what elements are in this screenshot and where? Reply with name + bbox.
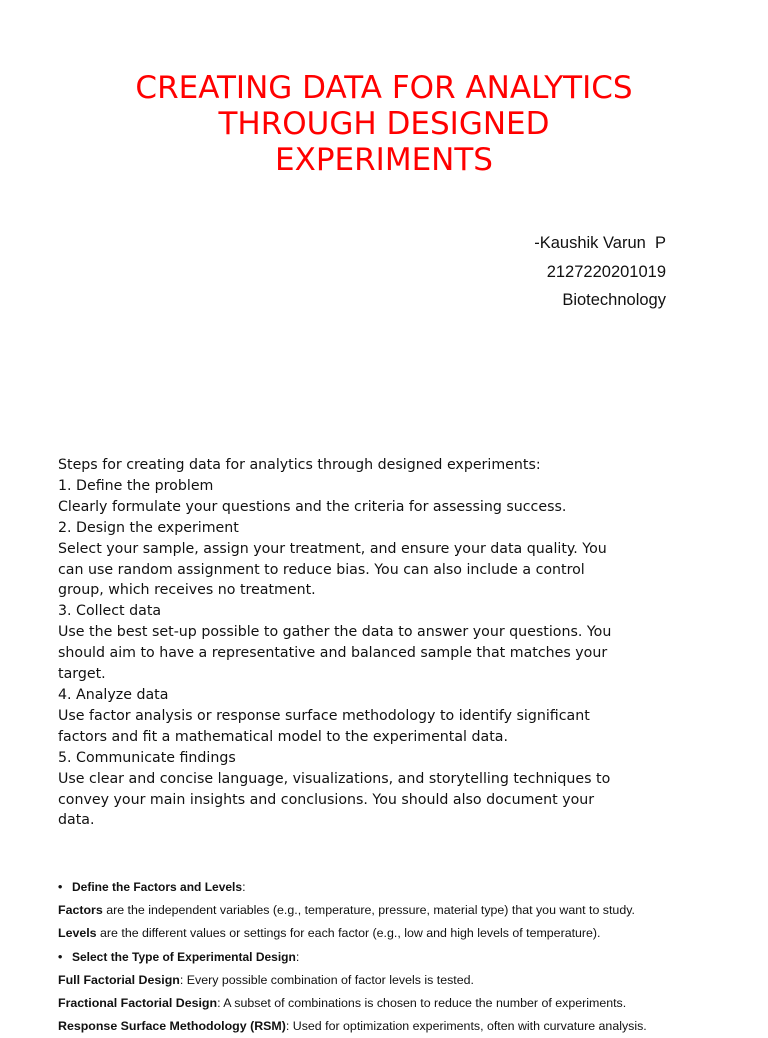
- definition-factors: [58, 899, 758, 922]
- definition-text: : Used for optimization experiments, often with curvature analysis.: [285, 1019, 647, 1034]
- definition-levels: [58, 922, 758, 945]
- bullet-icon: •: [58, 949, 63, 964]
- step-text: Use clear and concise language, visualizations, and storytelling techniques to: [58, 770, 611, 787]
- step-text: convey your main insights and conclusions. You should also document your: [58, 791, 595, 808]
- step-text: target.: [58, 666, 106, 683]
- title-line: THROUGH DESIGNED: [218, 106, 550, 142]
- bullet-icon: •: [58, 880, 63, 894]
- title-slide: [0, 0, 768, 440]
- step-text: factors and fit a mathematical model to the experimental data.: [58, 728, 508, 745]
- heading-colon: :: [295, 949, 300, 964]
- step-text: data.: [58, 812, 95, 829]
- title-line: EXPERIMENTS: [275, 142, 493, 178]
- step-heading: 5. Communicate findings: [58, 749, 236, 766]
- term-rsm: Response Surface Methodology (RSM): [58, 1019, 286, 1034]
- definition-fractional-factorial: [58, 992, 758, 1015]
- steps-section: [58, 455, 658, 831]
- step-text: Use factor analysis or response surface methodology to identify significant: [58, 707, 590, 724]
- document-title: [84, 70, 684, 178]
- steps-intro: Steps for creating data for analytics through designed experiments:: [58, 457, 541, 473]
- definition-text: : Every possible combination of factor levels is tested.: [179, 972, 474, 987]
- heading-colon: :: [242, 880, 246, 894]
- term-full-factorial: Full Factorial Design: [58, 972, 180, 987]
- step-text: Select your sample, assign your treatment, and ensure your data quality. You: [58, 540, 607, 557]
- step-text: Use the best set-up possible to gather the data to answer your questions. You: [58, 624, 612, 641]
- bullet-heading: Define the Factors and Levels: [72, 880, 243, 894]
- term-factors: Factors: [58, 903, 103, 918]
- step-text: should aim to have a representative and balanced sample that matches your: [58, 645, 608, 662]
- author-id: 2127220201019: [546, 262, 666, 281]
- step-heading: 4. Analyze data: [58, 686, 169, 703]
- step-text: Clearly formulate your questions and the criteria for assessing success.: [58, 498, 567, 515]
- term-levels: Levels: [58, 926, 97, 941]
- bullet-heading: Select the Type of Experimental Design: [72, 949, 296, 964]
- title-line: CREATING DATA FOR ANALYTICS: [135, 70, 633, 106]
- design-section: [58, 876, 758, 1038]
- step-heading: 1. Define the problem: [58, 477, 214, 494]
- definition-text: are the different values or settings for each factor (e.g., low and high levels of temperature).: [96, 926, 601, 941]
- author-block: [534, 229, 666, 315]
- definition-text: : A subset of combinations is chosen to reduce the number of experiments.: [217, 996, 627, 1011]
- step-text: group, which receives no treatment.: [58, 582, 316, 599]
- term-fractional-factorial: Fractional Factorial Design: [58, 996, 218, 1011]
- bullet-factors-levels: [58, 876, 758, 899]
- step-heading: 2. Design the experiment: [58, 519, 239, 536]
- bullet-design-type: [58, 946, 758, 969]
- definition-text: are the independent variables (e.g., temperature, pressure, material type) that you want to study.: [102, 903, 635, 918]
- definition-full-factorial: [58, 969, 758, 992]
- step-heading: 3. Collect data: [58, 603, 162, 620]
- author-name: -Kaushik Varun P: [534, 234, 666, 252]
- author-department: Biotechnology: [562, 291, 666, 309]
- step-text: can use random assignment to reduce bias. You can also include a control: [58, 561, 585, 578]
- definition-rsm: [58, 1015, 758, 1038]
